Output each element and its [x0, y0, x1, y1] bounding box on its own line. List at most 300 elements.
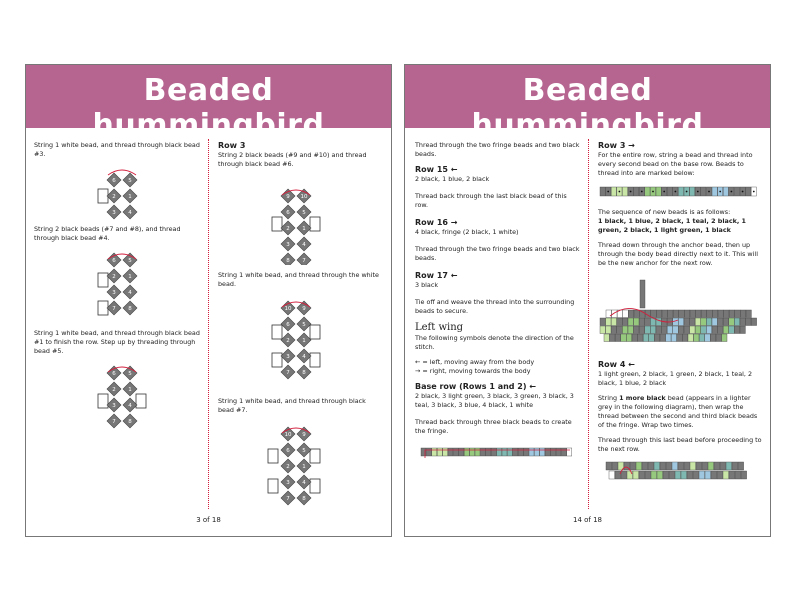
bead: [507, 448, 512, 456]
bead: [617, 326, 622, 334]
bead: [688, 334, 693, 342]
bead: [497, 448, 502, 456]
bead: [740, 326, 745, 334]
base-row-diagram: [415, 442, 580, 464]
step-text: Thread through the two fringe beads and two black beads.: [415, 141, 580, 158]
bead-number: 1: [302, 226, 306, 232]
bead: [651, 471, 657, 479]
bead: [426, 448, 431, 456]
bead-number: 6: [112, 371, 116, 377]
bead-diagram-5: [218, 295, 383, 391]
bead-number: 2: [112, 194, 116, 200]
bead-number: 6: [286, 322, 290, 328]
bead: [513, 448, 518, 456]
bead: [556, 448, 561, 456]
bead: [695, 318, 700, 326]
bead: [666, 334, 671, 342]
bead-number: 5: [302, 210, 306, 216]
white-bead: [272, 353, 282, 367]
bead: [609, 471, 615, 479]
bead: [695, 326, 700, 334]
bead: [524, 448, 529, 456]
bead: [740, 318, 745, 326]
bead: [746, 318, 751, 326]
bead: [678, 318, 683, 326]
bead: [694, 334, 699, 342]
bead: [611, 326, 616, 334]
bead: [693, 471, 699, 479]
bead: [606, 318, 611, 326]
row-heading: Row 3: [218, 141, 246, 150]
bead: [606, 326, 611, 334]
white-bead: [268, 479, 278, 493]
bead: [668, 310, 673, 318]
step-text: Thread through the two fringe beads and two black beads.: [415, 245, 580, 262]
fringe-bead: [640, 280, 645, 308]
bead: [545, 448, 550, 456]
thread-marker: [663, 191, 665, 193]
bead: [534, 448, 539, 456]
bead: [684, 462, 690, 470]
bead: [712, 310, 717, 318]
step-text: String 2 black beads (#7 and #8), and thread through black bead #4.: [34, 225, 181, 242]
bead: [633, 471, 639, 479]
thread-marker: [708, 191, 710, 193]
bead: [606, 310, 611, 318]
page-number: 3 of 18: [196, 516, 221, 524]
bead-number: 5: [128, 258, 132, 264]
bead: [718, 310, 723, 318]
bead: [735, 471, 741, 479]
bead: [677, 334, 682, 342]
bead: [746, 187, 751, 196]
bead: [529, 448, 534, 456]
left-column: [34, 141, 204, 432]
bead: [722, 334, 727, 342]
bead: [663, 471, 669, 479]
right-page: [404, 64, 771, 537]
bead: [701, 187, 706, 196]
bead: [634, 326, 639, 334]
bead-number: 10: [300, 194, 308, 200]
bead-number: 4: [302, 480, 306, 486]
bead: [734, 187, 739, 196]
row4-diagram: [598, 460, 762, 484]
bead: [741, 471, 747, 479]
page-number: 14 of 18: [572, 516, 602, 524]
bead: [702, 462, 708, 470]
bead: [639, 471, 645, 479]
bead: [673, 326, 678, 334]
bead: [712, 187, 717, 196]
bead: [740, 310, 745, 318]
bead: [711, 471, 717, 479]
bead: [459, 448, 464, 456]
bead: [662, 326, 667, 334]
thread-marker: [641, 191, 643, 193]
thread-marker: [607, 191, 609, 193]
step-text: The sequence of new beads is as follows:: [598, 208, 731, 216]
bead: [656, 187, 661, 196]
row-heading: Row 3 →: [598, 141, 635, 150]
bead: [645, 318, 650, 326]
bead: [627, 471, 633, 479]
bead: [701, 318, 706, 326]
step-text: The following symbols denote the direction of the stitch.: [415, 334, 574, 351]
bead: [630, 462, 636, 470]
bead: [690, 326, 695, 334]
legend-left: ← = left, moving away from the body: [415, 358, 535, 366]
bead-number: 7: [286, 370, 290, 376]
bead-number: 2: [286, 338, 290, 344]
bead-diagram-svg: [34, 165, 204, 221]
bead: [606, 462, 612, 470]
bead: [600, 187, 605, 196]
bead: [684, 310, 689, 318]
bead-diagram-svg: [218, 421, 383, 517]
bead-number: 4: [128, 403, 132, 409]
bead-number: 3: [286, 480, 290, 486]
bead: [610, 334, 615, 342]
bead: [672, 462, 678, 470]
bead: [464, 448, 469, 456]
bead-number: 4: [302, 354, 306, 360]
right-column: [598, 141, 762, 484]
row-heading: Row 15 ←: [415, 165, 458, 174]
bead: [648, 462, 654, 470]
bead: [706, 318, 711, 326]
bead: [671, 334, 676, 342]
thread-marker: [742, 191, 744, 193]
bead: [732, 462, 738, 470]
bead: [567, 448, 572, 456]
bead: [673, 310, 678, 318]
bead-number: 6: [286, 448, 290, 454]
bead: [679, 310, 684, 318]
bead: [600, 318, 605, 326]
row-beads: 1 light green, 2 black, 1 green, 2 black, 1 teal, 2 black, 1 blue, 2 black: [598, 370, 753, 387]
white-bead: [98, 394, 108, 408]
bead: [656, 310, 661, 318]
bead: [729, 318, 734, 326]
bead-number: 7: [286, 496, 290, 502]
bead-number: 4: [302, 242, 306, 248]
bead-number: 7: [112, 419, 116, 425]
text-fragment: bead (appears in a lighter grey in the following diagram), then wrap the thread between the second and third black beads of the fringe. Wrap two times.: [598, 394, 758, 429]
bead-diagram-2: [34, 249, 204, 319]
bead: [656, 318, 661, 326]
bead: [716, 334, 721, 342]
row-heading: Row 4 ←: [598, 360, 635, 369]
bead: [723, 326, 728, 334]
bead-number: 1: [302, 338, 306, 344]
page-title: Beaded hummingbird: [471, 73, 704, 143]
bead: [615, 334, 620, 342]
bead-number: 8: [128, 306, 132, 312]
bead-number: 1: [128, 194, 132, 200]
bead: [486, 448, 491, 456]
bead: [453, 448, 458, 456]
row-beads: 4 black, fringe (2 black, 1 white): [415, 228, 519, 236]
bead-number: 2: [286, 464, 290, 470]
bead: [656, 326, 661, 334]
bead-number: 8: [302, 496, 306, 502]
bead-number: 9: [286, 194, 290, 200]
bead: [684, 318, 689, 326]
bead: [706, 326, 711, 334]
bead: [480, 448, 485, 456]
step-text: Thread back through the last black bead of this row.: [415, 192, 567, 209]
bead-number: 3: [112, 290, 116, 296]
sequence-text: 1 black, 1 blue, 2 black, 1 teal, 2 black, 1 green, 2 black, 1 light green, 1 black: [598, 217, 746, 234]
bead-number: 8: [286, 258, 290, 264]
bead: [654, 462, 660, 470]
bead: [622, 326, 627, 334]
thread-marker: [753, 191, 755, 193]
bead: [751, 318, 756, 326]
row-beads: 3 black: [415, 281, 439, 289]
bead: [657, 471, 663, 479]
bead: [491, 448, 496, 456]
white-bead: [310, 353, 320, 367]
bead: [432, 448, 437, 456]
bead: [681, 471, 687, 479]
bead-number: 4: [128, 210, 132, 216]
bead: [645, 471, 651, 479]
step-text: For the entire row, string a bead and thread into every second bead on the base row. Beads to thread into are marked below:: [598, 151, 753, 177]
bead: [518, 448, 523, 456]
white-bead: [98, 301, 108, 315]
bead: [718, 318, 723, 326]
bead-number: 2: [112, 387, 116, 393]
bead: [708, 462, 714, 470]
white-bead: [310, 449, 320, 463]
bead: [690, 318, 695, 326]
bead-diagram-4: [218, 175, 383, 265]
bead: [628, 310, 633, 318]
bead: [696, 462, 702, 470]
step-text: String 1 white bead, and thread through black bead #1 to finish the row. Step up by threading through bead #5.: [34, 329, 200, 355]
white-bead: [272, 325, 282, 339]
white-bead: [310, 479, 320, 493]
bead-diagram-svg: [34, 249, 204, 319]
bead: [475, 448, 480, 456]
bead: [666, 462, 672, 470]
row-heading: Row 16 →: [415, 218, 458, 227]
bead-number: 6: [286, 210, 290, 216]
step-text: Thread back through three black beads to create the fringe.: [415, 418, 572, 435]
bead: [735, 310, 740, 318]
bead: [707, 310, 712, 318]
bead: [720, 462, 726, 470]
white-bead: [272, 217, 282, 231]
step-text: [598, 394, 762, 430]
page-title: Beaded hummingbird: [92, 73, 325, 143]
bead-number: 2: [286, 226, 290, 232]
bead: [684, 326, 689, 334]
step-text: String 2 black beads (#9 and #10) and thread through black bead #6.: [218, 151, 367, 168]
bead: [645, 187, 650, 196]
thread-marker: [731, 191, 733, 193]
bead-number: 9: [302, 432, 306, 438]
step-text: Thread down through the anchor bead, then up through the body bead directly next to it. This will be the new anchor for the next row.: [598, 241, 758, 267]
bead: [632, 334, 637, 342]
column-divider: [588, 139, 589, 509]
white-bead: [98, 273, 108, 287]
bead-number: 5: [128, 371, 132, 377]
bead: [678, 326, 683, 334]
bead-number: 3: [112, 210, 116, 216]
bead-number: 9: [302, 306, 306, 312]
bead: [690, 462, 696, 470]
bead: [718, 326, 723, 334]
bead: [729, 471, 735, 479]
bead: [710, 334, 715, 342]
bead: [734, 326, 739, 334]
legend-right: → = right, moving towards the body: [415, 367, 531, 375]
bead-number: 2: [112, 274, 116, 280]
white-bead: [98, 189, 108, 203]
bead: [623, 310, 628, 318]
bead: [729, 326, 734, 334]
bead: [643, 334, 648, 342]
row3-bead-strip: [598, 184, 762, 200]
bead-number: 8: [302, 370, 306, 376]
row-beads: 2 black, 3 light green, 3 black, 3 green, 3 black, 3 teal, 3 black, 3 blue, 4 black, 1 white: [415, 392, 574, 409]
bead: [634, 318, 639, 326]
bold-text: 1 more black: [619, 394, 666, 402]
bead: [682, 334, 687, 342]
bead-number: 7: [112, 306, 116, 312]
text-fragment: String: [598, 394, 620, 402]
section-heading: Left wing: [415, 322, 464, 333]
bead: [712, 318, 717, 326]
white-bead: [310, 217, 320, 231]
bead: [612, 462, 618, 470]
bead: [701, 326, 706, 334]
bead: [738, 462, 744, 470]
bead-number: 5: [128, 178, 132, 184]
bead-number: 5: [302, 448, 306, 454]
bead: [437, 448, 442, 456]
bead: [678, 462, 684, 470]
bead: [705, 334, 710, 342]
bead: [634, 310, 639, 318]
wing-diagram: [598, 274, 762, 356]
bead: [551, 448, 556, 456]
bead: [649, 334, 654, 342]
bead-diagram-svg: [34, 362, 204, 432]
bead-diagram-6: [218, 421, 383, 517]
bead: [615, 471, 621, 479]
column-divider: [208, 139, 209, 509]
bead: [540, 448, 545, 456]
step-text: String 1 white bead, and thread through black bead #3.: [34, 141, 200, 158]
bead: [645, 326, 650, 334]
bead-number: 4: [128, 290, 132, 296]
bead-number: 3: [286, 242, 290, 248]
bead-number: 1: [128, 387, 132, 393]
step-text: Tie off and weave the thread into the surrounding beads to secure.: [415, 298, 575, 315]
bead: [604, 334, 609, 342]
bead: [621, 471, 627, 479]
title-banner: [405, 65, 770, 143]
bead: [611, 187, 616, 196]
bead: [675, 471, 681, 479]
thread-marker: [619, 191, 621, 193]
step-text: String 1 white bead, and thread through the white bead.: [218, 271, 379, 288]
thread-marker: [686, 191, 688, 193]
bead-number: 1: [302, 464, 306, 470]
thread-line: [108, 170, 136, 175]
bead: [650, 326, 655, 334]
bead: [636, 462, 642, 470]
thread-marker: [719, 191, 721, 193]
bead: [621, 334, 626, 342]
row-heading: Base row (Rows 1 and 2) ←: [415, 382, 537, 391]
bead: [660, 334, 665, 342]
bead: [699, 471, 705, 479]
bead-diagram-svg: [218, 295, 383, 391]
bead: [639, 326, 644, 334]
thread-marker: [675, 191, 677, 193]
bead-number: 5: [302, 322, 306, 328]
bead: [639, 318, 644, 326]
bead-number: 7: [302, 258, 306, 264]
bead: [626, 334, 631, 342]
step-text: String 1 white bead, and thread through black bead #7.: [218, 397, 366, 414]
bead: [622, 187, 627, 196]
row-heading: Row 17 ←: [415, 271, 458, 280]
step-text: Thread through this last bead before proceeding to the next row.: [598, 436, 762, 453]
bead: [448, 448, 453, 456]
bead: [600, 326, 605, 334]
bead: [660, 462, 666, 470]
thread-marker: [697, 191, 699, 193]
bead: [638, 334, 643, 342]
bead: [717, 471, 723, 479]
bead: [690, 310, 695, 318]
bead: [701, 310, 706, 318]
bead: [687, 471, 693, 479]
bead: [654, 334, 659, 342]
bead: [611, 318, 616, 326]
bead-number: 6: [112, 258, 116, 264]
bead: [726, 462, 732, 470]
bead-number: 10: [284, 432, 292, 438]
bead: [723, 471, 729, 479]
bead: [746, 310, 751, 318]
bead: [642, 462, 648, 470]
row-beads: 2 black, 1 blue, 2 black: [415, 175, 490, 183]
bead: [502, 448, 507, 456]
white-bead: [268, 449, 278, 463]
bead: [678, 187, 683, 196]
bead: [729, 310, 734, 318]
bead: [690, 187, 695, 196]
bead-diagram-3: [34, 362, 204, 432]
bead: [724, 310, 729, 318]
thread-marker: [652, 191, 654, 193]
bead-number: 6: [112, 178, 116, 184]
bead: [634, 187, 639, 196]
bead-number: 3: [112, 403, 116, 409]
bead: [712, 326, 717, 334]
bead: [662, 310, 667, 318]
bead: [622, 318, 627, 326]
bead-number: 8: [128, 419, 132, 425]
bead-diagram-svg: [218, 175, 383, 265]
